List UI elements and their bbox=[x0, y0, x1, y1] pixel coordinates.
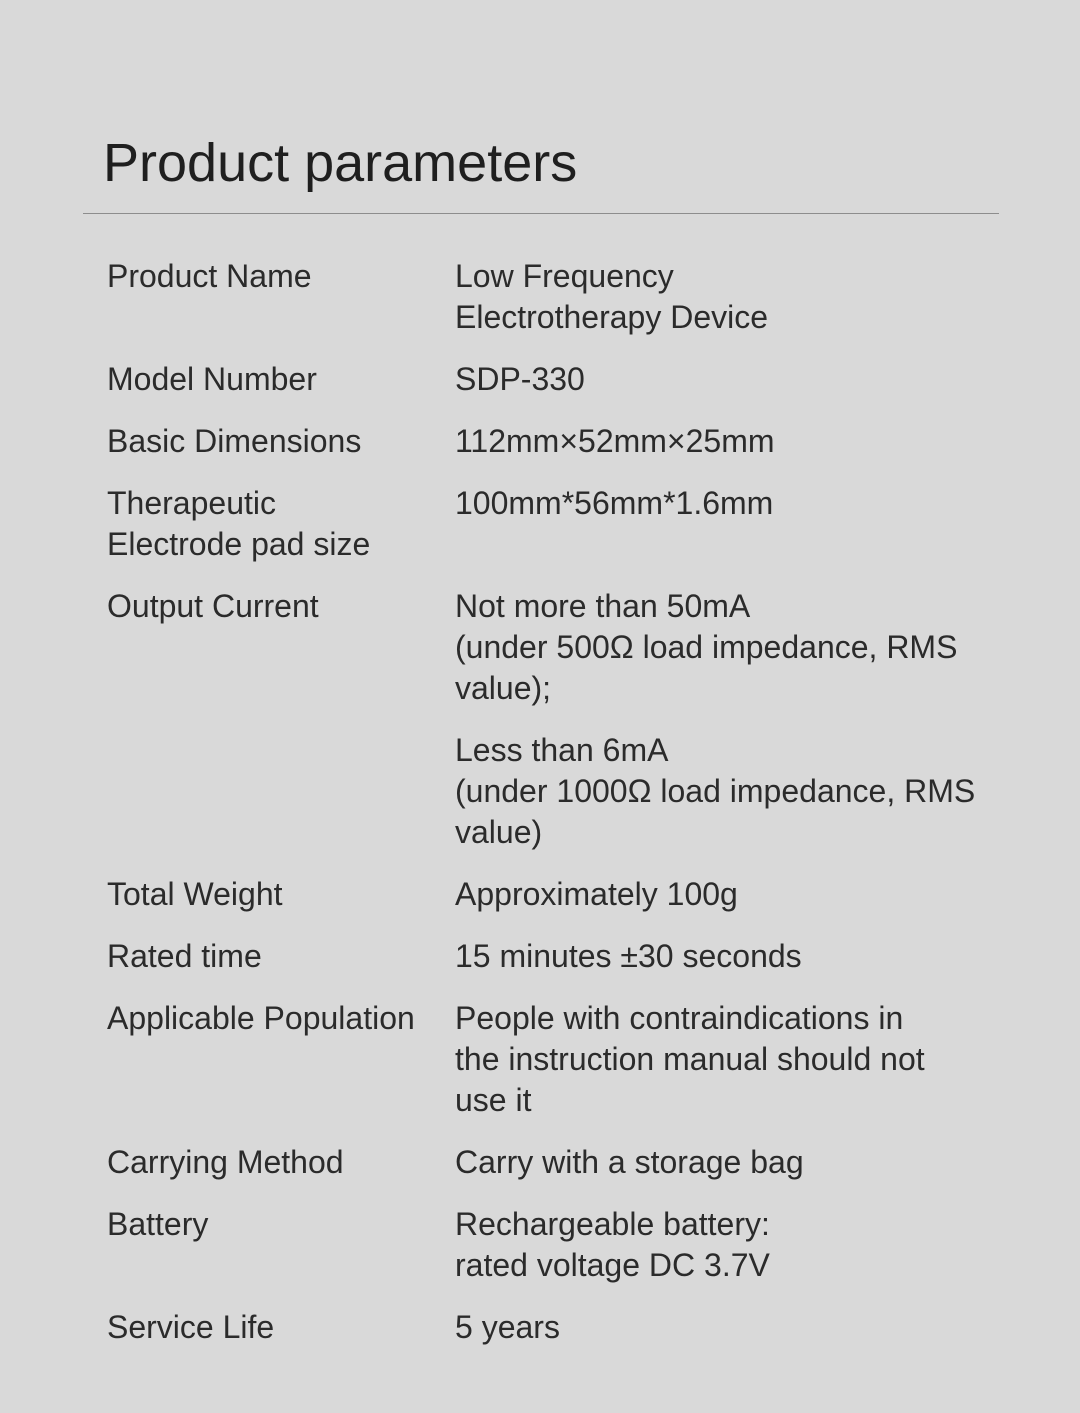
parameter-value: Low Frequency Electrotherapy Device bbox=[455, 258, 769, 335]
parameter-value: Less than 6mA (under 1000Ω load impedance, RMS value) bbox=[455, 732, 976, 850]
parameter-label: Product Name bbox=[107, 258, 312, 294]
parameters-table bbox=[107, 256, 1057, 1369]
parameter-value: 100mm*56mm*1.6mm bbox=[455, 485, 774, 521]
parameter-value: 5 years bbox=[455, 1309, 560, 1345]
parameter-label: Rated time bbox=[107, 938, 262, 974]
parameter-label: Therapeutic Electrode pad size bbox=[107, 485, 371, 562]
parameter-label: Carrying Method bbox=[107, 1144, 344, 1180]
parameter-row-total-weight bbox=[107, 874, 1057, 915]
parameter-label: Total Weight bbox=[107, 876, 283, 912]
parameter-value: Approximately 100g bbox=[455, 876, 738, 912]
parameter-row-carrying-method bbox=[107, 1142, 1057, 1183]
parameter-label: Model Number bbox=[107, 361, 317, 397]
parameter-value: Carry with a storage bag bbox=[455, 1144, 804, 1180]
parameter-row-basic-dimensions bbox=[107, 421, 1057, 462]
parameter-row-output-current bbox=[107, 586, 1057, 853]
parameter-row-model-number bbox=[107, 359, 1057, 400]
parameter-row-product-name bbox=[107, 256, 1057, 338]
parameter-row-applicable-population bbox=[107, 998, 1057, 1121]
parameter-row-rated-time bbox=[107, 936, 1057, 977]
parameter-row-electrode-pad-size bbox=[107, 483, 1057, 565]
parameter-label: Applicable Population bbox=[107, 1000, 415, 1036]
parameter-value: Not more than 50mA (under 500Ω load impedance, RMS value); bbox=[455, 588, 958, 706]
parameter-label: Service Life bbox=[107, 1309, 275, 1345]
parameter-value: SDP-330 bbox=[455, 361, 585, 397]
parameter-value: People with contraindications in the instruction manual should not use it bbox=[455, 1000, 925, 1118]
parameter-value: Rechargeable battery: rated voltage DC 3.7V bbox=[455, 1206, 770, 1283]
parameter-value: 112mm×52mm×25mm bbox=[455, 423, 775, 459]
page-title: Product parameters bbox=[103, 133, 578, 193]
parameter-row-service-life bbox=[107, 1307, 1057, 1348]
parameter-label: Output Current bbox=[107, 588, 319, 624]
parameter-label: Battery bbox=[107, 1206, 209, 1242]
parameter-value: 15 minutes ±30 seconds bbox=[455, 938, 802, 974]
parameter-label: Basic Dimensions bbox=[107, 423, 362, 459]
title-divider bbox=[83, 213, 999, 214]
parameter-row-battery bbox=[107, 1204, 1057, 1286]
